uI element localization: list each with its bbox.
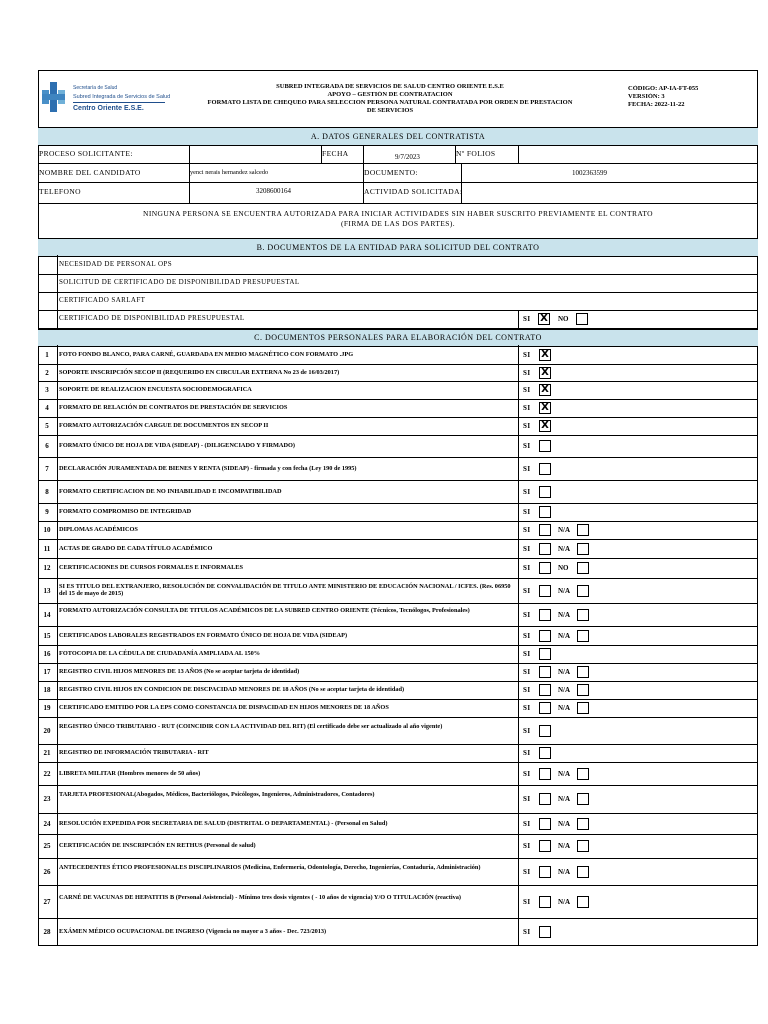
si-checkbox[interactable] (539, 349, 551, 361)
si-label: SI (523, 464, 531, 473)
na-label: N/A (558, 526, 571, 534)
si-label: SI (523, 897, 531, 906)
check-mark-icon: X (540, 313, 548, 324)
row-number: 25 (43, 842, 51, 850)
grid-line (38, 328, 758, 329)
si-checkbox[interactable] (539, 402, 551, 414)
nombre-value[interactable]: yenci nerais hernandez salcedo (190, 169, 269, 176)
checklist-item: FORMATO COMPROMISO DE INTEGRIDAD (59, 508, 192, 515)
na-checkbox[interactable] (577, 630, 589, 642)
checklist-item: CARNÉ DE VACUNAS DE HEPATITIS B (Personal Asistencial) - Mínimo tres dosis vigentes ( - 10 años de vigencia) Y/O O TITULACIÓN (reactiva) (59, 893, 461, 901)
si-checkbox[interactable] (539, 896, 551, 908)
na-label: N/A (558, 897, 571, 906)
checklist-item: EXÁMEN MÉDICO OCUPACIONAL DE INGRESO (Vigencia no mayor a 3 años - Dec. 723/2013) (59, 927, 327, 935)
actividad-label: ACTIVIDAD SOLICITADA: (364, 187, 463, 196)
check-mark-icon: X (541, 384, 549, 395)
no-checkbox[interactable] (577, 562, 589, 574)
row-number: 22 (43, 769, 51, 778)
grid-line (38, 399, 758, 400)
si-checkbox[interactable] (539, 384, 551, 396)
grid-line (38, 885, 758, 886)
grid-line (38, 699, 758, 700)
row-number: 12 (43, 564, 51, 572)
si-checkbox[interactable] (539, 793, 551, 805)
codigo: CÓDIGO: AP-IA-FT-055 (628, 85, 699, 92)
row-number: 24 (43, 819, 51, 828)
si-checkbox[interactable] (539, 609, 551, 621)
grid-line (38, 663, 758, 664)
si-checkbox[interactable] (539, 725, 551, 737)
grid-line (38, 435, 758, 436)
grid-line (38, 163, 758, 164)
row-number: 18 (43, 686, 51, 694)
na-label: N/A (558, 610, 571, 619)
grid-line (38, 417, 758, 418)
si-label: SI (523, 795, 531, 803)
grid-line (518, 310, 519, 328)
si-checkbox[interactable] (539, 585, 551, 597)
si-label: SI (523, 650, 531, 658)
checklist-item: CERTIFICADOS LABORALES REGISTRADOS EN FORMATO ÚNICO DE HOJA DE VIDA (SIDEAP) (59, 631, 348, 639)
checklist-item: ACTAS DE GRADO DE CADA TÍTULO ACADÉMICO (59, 544, 213, 552)
grid-line (38, 558, 758, 559)
grid-line (518, 145, 519, 163)
na-checkbox[interactable] (577, 866, 589, 878)
grid-line (38, 744, 758, 745)
checklist-item: FORMATO ÚNICO DE HOJA DE VIDA (SIDEAP) - (DILIGENCIADO Y FIRMADO) (59, 442, 296, 449)
row-number: 1 (45, 351, 49, 359)
row-number: 2 (45, 368, 49, 377)
grid-line (38, 480, 758, 481)
logo-line2: Subred Integrada de Servicios de Salud (73, 94, 171, 100)
grid-line (38, 364, 758, 365)
row-number: 4 (45, 404, 49, 412)
si-label: SI (523, 586, 531, 595)
na-checkbox[interactable] (577, 684, 589, 696)
na-checkbox[interactable] (577, 818, 589, 830)
na-label: N/A (558, 704, 571, 712)
logo-divider (73, 102, 165, 103)
si-label: SI (523, 487, 531, 496)
row-number: 3 (45, 386, 49, 394)
na-label: N/A (558, 631, 571, 640)
si-label: SI (523, 526, 531, 534)
si-checkbox[interactable] (539, 648, 551, 660)
row-number: 16 (43, 650, 51, 658)
si-label: SI (523, 368, 531, 377)
logo-line1: Secretaría de Salud (73, 85, 118, 91)
logo-line3: Centro Oriente E.S.E. (73, 105, 144, 112)
si-label: SI (523, 386, 531, 394)
proceso-label: PROCESO SOLICITANTE: (39, 149, 133, 158)
row-number: 10 (43, 526, 51, 534)
grid-line (38, 539, 758, 540)
title-line1: SUBRED INTEGRADA DE SERVICIOS DE SALUD CENTRO ORIENTE E.S.E (276, 83, 504, 90)
si-label: SI (523, 842, 531, 850)
na-label: N/A (558, 819, 571, 828)
na-checkbox[interactable] (577, 666, 589, 678)
notice-line1: NINGUNA PERSONA SE ENCUENTRA AUTORIZADA PARA INICIAR ACTIVIDADES SIN HABER SUSCRITO PREVIAMENTE EL CONTRATO (143, 209, 653, 218)
section-b-item: NECESIDAD DE PERSONAL OPS (59, 260, 173, 268)
si-label: SI (523, 544, 531, 553)
grid-line (38, 762, 758, 763)
grid-line (38, 834, 758, 835)
si-checkbox[interactable] (539, 702, 551, 714)
grid-line (38, 503, 758, 504)
check-mark-icon: X (541, 349, 549, 360)
si-checkbox[interactable] (539, 463, 551, 475)
na-label: N/A (558, 544, 571, 553)
row-number: 26 (43, 867, 51, 876)
check-mark-icon: X (541, 420, 549, 431)
check-mark-icon: X (541, 366, 549, 378)
na-checkbox[interactable] (577, 585, 589, 597)
grid-line (38, 645, 758, 646)
grid-line (38, 292, 758, 293)
checklist-item: FORMATO CERTIFICACION DE NO INHABILIDAD E INCOMPATIBILIDAD (59, 487, 282, 495)
telefono-label: TELEFONO (39, 187, 81, 196)
grid-line (38, 310, 758, 311)
si-checkbox[interactable] (538, 313, 550, 325)
grid-line (38, 274, 758, 275)
si-checkbox[interactable] (539, 768, 551, 780)
na-label: N/A (558, 842, 571, 850)
si-label: SI (523, 351, 531, 359)
si-checkbox[interactable] (539, 866, 551, 878)
right-border (757, 70, 758, 946)
si-checkbox[interactable] (539, 747, 551, 759)
si-checkbox[interactable] (539, 486, 551, 498)
title-line2: APOYO – GESTIÓN DE CONTRATACION (327, 91, 453, 98)
si-label: SI (523, 422, 531, 430)
version: VERSIÓN: 3 (628, 93, 665, 100)
checklist-item: SOPORTE INSCRIPCIÓN SECOP II (REQUERIDO EN CIRCULAR EXTERNA No 23 de 16/03/2017) (59, 368, 340, 376)
na-checkbox[interactable] (577, 768, 589, 780)
section-a-header: A. DATOS GENERALES DEL CONTRATISTA (38, 127, 758, 146)
telefono-value[interactable]: 3208600164 (256, 187, 291, 195)
row-number: 19 (43, 704, 51, 712)
grid-line (38, 203, 758, 204)
header-top-border (38, 70, 758, 71)
checklist-item: REGISTRO DE INFORMACIÓN TRIBUTARIA - RIT (59, 749, 209, 756)
grid-line (38, 681, 758, 682)
title-line4: DE SERVICIOS (366, 107, 414, 114)
si-checkbox[interactable] (539, 562, 551, 574)
na-checkbox[interactable] (577, 702, 589, 714)
checklist-item: LIBRETA MILITAR (Hombres menores de 50 años) (59, 769, 201, 777)
checklist-item: ANTECEDENTES ÉTICO PROFESIONALES DISCIPLINARIOS (Medicina, Enfermería, Odontología, Derecho, Ingenierías, Contaduría, Administración) (59, 863, 481, 871)
si-label: SI (523, 867, 531, 876)
row-number: 28 (43, 927, 51, 936)
row-number: 11 (43, 544, 51, 553)
row-number: 5 (45, 422, 49, 430)
si-checkbox[interactable] (539, 840, 551, 852)
checklist-item: FORMATO AUTORIZACIÓN CONSULTA DE TITULOS ACADÉMICOS DE LA SUBRED CENTRO ORIENTE (Técnicos, Tecnólogos, Profesionales) (59, 606, 470, 614)
row-number: 14 (43, 610, 51, 619)
grid-line (38, 717, 758, 718)
grid-line (38, 182, 758, 183)
documento-label: DOCUMENTO: (364, 168, 418, 177)
checklist-item: DECLARACIÓN JURAMENTADA DE BIENES Y RENTA (SIDEAP) - firmada y con fecha (Ley 190 de 1995) (59, 464, 357, 472)
section-b-item: CERTIFICADO DE DISPONIBILIDAD PRESUPUESTAL (59, 314, 245, 322)
title-line3: FORMATO LISTA DE CHEQUEO PARA SELECCION PERSONA NATURAL CONTRATADA POR ORDEN DE PRESTACION (207, 99, 573, 106)
row-number: 17 (43, 668, 51, 676)
na-checkbox[interactable] (577, 840, 589, 852)
na-label: N/A (558, 867, 571, 876)
fecha-formato: FECHA: 2022-11-22 (628, 101, 685, 108)
logo-mark-icon (42, 80, 72, 116)
grid-line (38, 457, 758, 458)
grid-line (38, 918, 758, 919)
si-label: SI (523, 749, 531, 757)
grid-line (38, 785, 758, 786)
row-number: 8 (45, 487, 49, 496)
folios-label: Nº FOLIOS (456, 149, 496, 158)
si-label: SI (523, 442, 531, 450)
grid-line (38, 521, 758, 522)
si-checkbox[interactable] (539, 543, 551, 555)
row-number: 15 (43, 631, 51, 640)
na-checkbox[interactable] (577, 896, 589, 908)
logo (42, 78, 171, 118)
row-number: 13 (43, 586, 51, 595)
notice-line2: (FIRMA DE LAS DOS PARTES). (340, 219, 456, 228)
row-number: 21 (43, 749, 51, 757)
na-checkbox[interactable] (577, 793, 589, 805)
row-number: 7 (45, 464, 49, 473)
check-mark-icon: X (541, 402, 549, 413)
fecha-label: FECHA (322, 149, 349, 158)
row-number: 20 (43, 726, 51, 735)
grid-line (38, 381, 758, 382)
na-label: N/A (558, 586, 571, 595)
grid-line (38, 626, 758, 627)
checklist-item: CERTIFICACIONES DE CURSOS FORMALES E INFORMALES (59, 564, 243, 571)
checklist-item: SI ES TITULO DEL EXTRANJERO, RESOLUCIÓN DE CONVALIDACIÓN DE TITULO ANTE MINISTERIO DE EDUCACIÓN NACIONAL / ICFES. (Res. 06950 del 15 de mayo de 2015) (59, 582, 511, 597)
section-c-header: C. DOCUMENTOS PERSONALES PARA ELABORACIÓN DEL CONTRATO (38, 329, 758, 347)
na-label: N/A (558, 668, 571, 676)
si-label: SI (523, 508, 531, 516)
checklist-item: FOTOCOPIA DE LA CÉDULA DE CIUDADANÍA AMPLIADA AL 150% (59, 650, 261, 657)
na-label: N/A (558, 769, 571, 778)
na-label: N/A (558, 686, 571, 694)
si-checkbox[interactable] (539, 420, 551, 432)
si-checkbox[interactable] (539, 926, 551, 938)
section-b-item: SOLICITUD DE CERTIFICADO DE DISPONIBILIDAD PRESUPUESTAL (59, 278, 300, 286)
row-number: 6 (45, 442, 49, 450)
grid-line (38, 603, 758, 604)
checklist-item: REGISTRO ÚNICO TRIBUTARIO - RUT (COINCIDIR CON LA ACTIVIDAD DEL RIT) (El certificado debe ser actualizado al año vigente) (59, 722, 443, 730)
checklist-item: SOPORTE DE REALIZACION ENCUESTA SOCIODEMOGRAFICA (59, 386, 252, 393)
grid-line (38, 578, 758, 579)
si-checkbox[interactable] (539, 524, 551, 536)
checklist-item: FORMATO DE RELACIÓN DE CONTRATOS DE PRESTACIÓN DE SERVICIOS (59, 404, 288, 411)
section-b-item: CERTIFICADO SARLAFT (59, 296, 146, 304)
no-checkbox[interactable] (576, 313, 588, 325)
si-checkbox[interactable] (539, 684, 551, 696)
no-label: NO (558, 315, 569, 323)
no-label: NO (558, 564, 569, 572)
si-label: SI (523, 769, 531, 778)
si-label: SI (523, 819, 531, 828)
grid-line (461, 163, 462, 203)
na-checkbox[interactable] (577, 543, 589, 555)
checklist-item: DIPLOMAS ACADÉMICOS (59, 526, 138, 533)
checklist-item: FOTO FONDO BLANCO, PARA CARNÉ, GUARDADA EN MEDIO MAGNÉTICO CON FORMATO .JPG (59, 351, 354, 358)
grid-line (38, 813, 758, 814)
checklist-item: FORMATO AUTORIZACIÓN CARGUE DE DOCUMENTOS EN SECOP II (59, 422, 269, 429)
si-checkbox[interactable] (539, 506, 551, 518)
grid-line (38, 945, 758, 946)
si-label: SI (523, 631, 531, 640)
nombre-label: NOMBRE DEL CANDIDATO (39, 168, 141, 177)
checklist-item: CERTIFICACIÓN DE INSCRIPCIÓN EN RETHUS (Personal de salud) (59, 842, 256, 849)
si-label: SI (523, 564, 531, 572)
checklist-item: CERTIFICADO EMITIDO POR LA EPS COMO CONSTANCIA DE DISPACIDAD EN HIJOS MENORES DE 18 AÑOS (59, 704, 389, 711)
si-label: SI (523, 668, 531, 676)
na-checkbox[interactable] (577, 524, 589, 536)
si-label: SI (523, 726, 531, 735)
checklist-item: RESOLUCIÓN EXPEDIDA POR SECRETARIA DE SALUD (DISTRITAL O DEPARTAMENTAL) - (Personal en Salud) (59, 819, 388, 827)
checklist-item: REGISTRO CIVIL HIJOS MENORES DE 13 AÑOS (No se aceptar tarjeta de identidad) (59, 668, 300, 675)
si-checkbox[interactable] (539, 818, 551, 830)
si-label: SI (523, 610, 531, 619)
si-checkbox[interactable] (539, 440, 551, 452)
section-b-header: B. DOCUMENTOS DE LA ENTIDAD PARA SOLICITUD DEL CONTRATO (38, 238, 758, 257)
na-label: N/A (558, 795, 571, 803)
row-number: 27 (43, 897, 51, 906)
documento-value[interactable]: 1002363599 (572, 169, 607, 177)
si-checkbox[interactable] (539, 630, 551, 642)
row-number: 23 (43, 795, 51, 803)
si-label: SI (523, 315, 531, 323)
si-label: SI (523, 704, 531, 712)
fecha-value[interactable]: 9/7/2023 (395, 153, 420, 161)
checklist-item: TARJETA PROFESIONAL(Abogados, Médicos, Bacteriólogos, Psicólogos, Ingenieros, Administradores, Contadores) (59, 791, 375, 798)
si-checkbox[interactable] (539, 666, 551, 678)
si-checkbox[interactable] (539, 367, 551, 379)
checklist-item: REGISTRO CIVIL HIJOS EN CONDICION DE DISCPACIDAD MENORES DE 18 AÑOS (No se aceptar tarjeta de identidad) (59, 686, 405, 693)
si-label: SI (523, 404, 531, 412)
grid-line (38, 858, 758, 859)
na-checkbox[interactable] (577, 609, 589, 621)
si-label: SI (523, 686, 531, 694)
row-number: 9 (45, 508, 49, 516)
si-label: SI (523, 927, 531, 936)
